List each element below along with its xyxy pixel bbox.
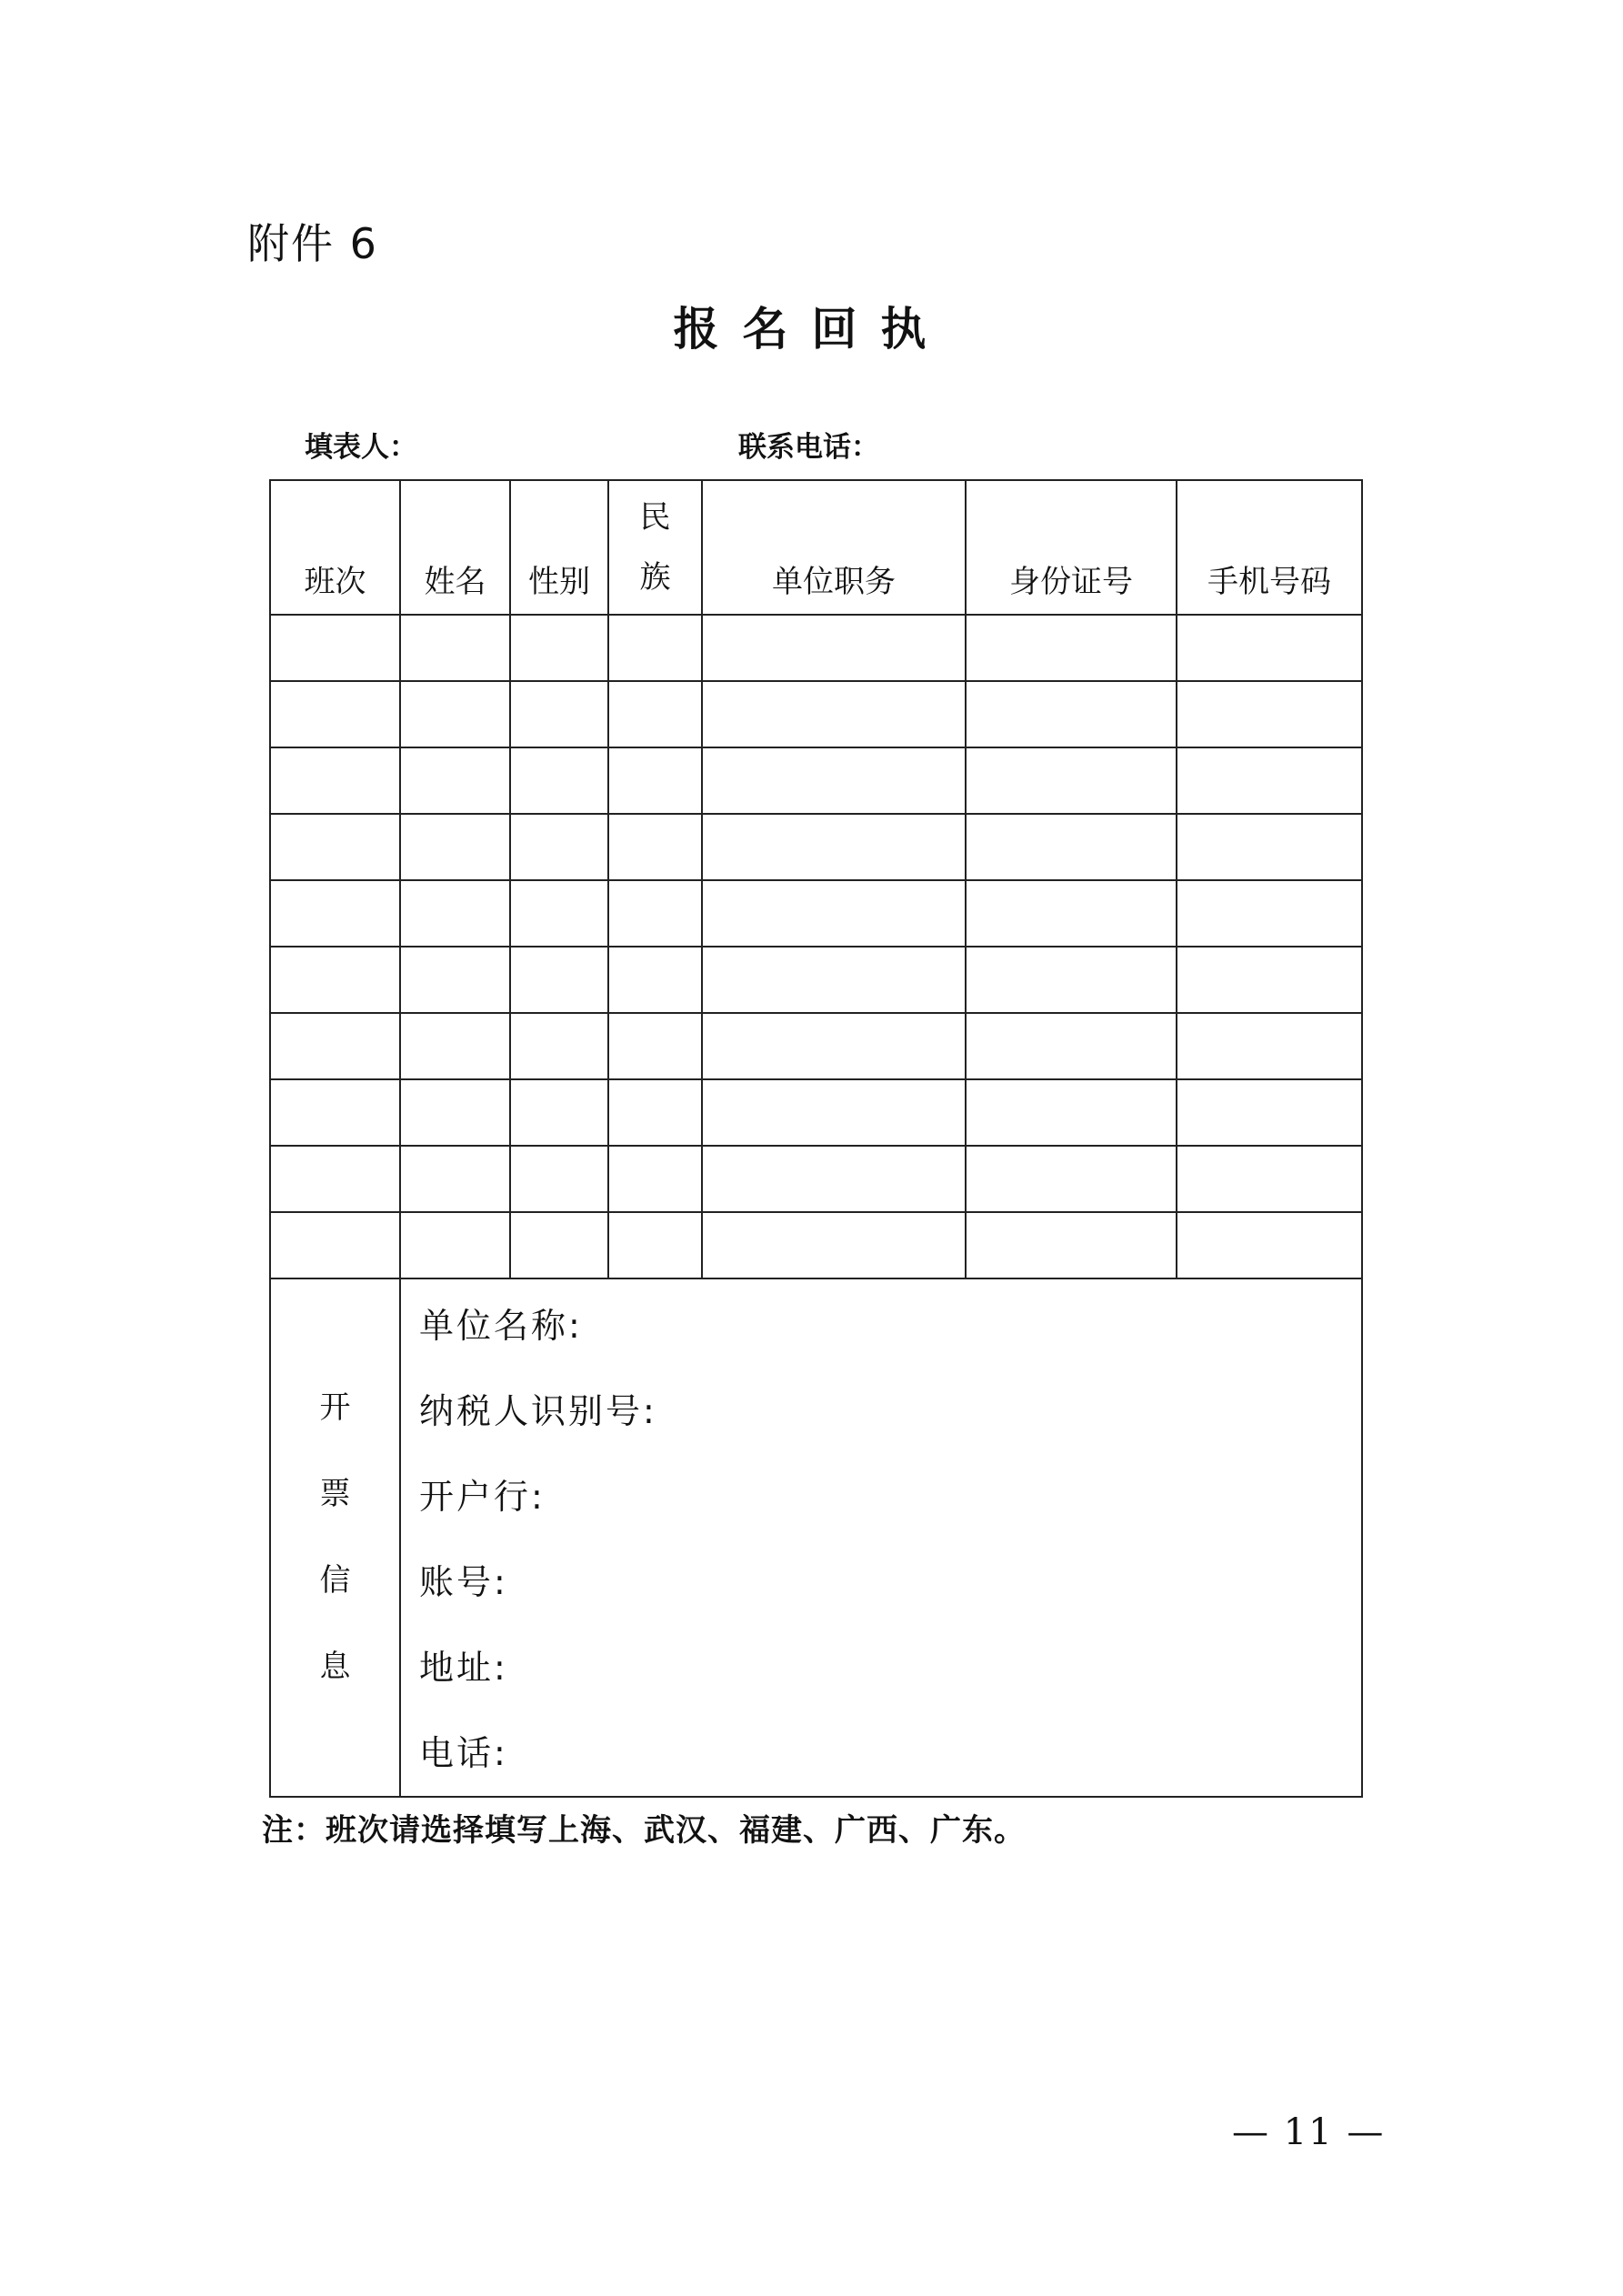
table-cell[interactable] bbox=[400, 747, 510, 814]
invoice-address-label: 地址: bbox=[419, 1648, 508, 1688]
table-header-row bbox=[270, 480, 1362, 615]
table-cell[interactable] bbox=[270, 880, 400, 947]
table-cell[interactable] bbox=[702, 681, 966, 747]
table-cell[interactable] bbox=[608, 1079, 702, 1146]
table-row bbox=[270, 747, 1362, 814]
table-cell[interactable] bbox=[966, 747, 1177, 814]
table-cell[interactable] bbox=[702, 1146, 966, 1212]
invoice-heading-char: 票 bbox=[319, 1476, 351, 1512]
table-cell[interactable] bbox=[966, 681, 1177, 747]
table-cell[interactable] bbox=[702, 747, 966, 814]
table-cell[interactable] bbox=[400, 1079, 510, 1146]
table-cell[interactable] bbox=[608, 1146, 702, 1212]
table-cell[interactable] bbox=[966, 947, 1177, 1013]
table-cell[interactable] bbox=[702, 947, 966, 1013]
table-cell[interactable] bbox=[966, 615, 1177, 681]
registration-table bbox=[269, 479, 1363, 1798]
attachment-label: 附件 6 bbox=[247, 219, 378, 268]
table-cell[interactable] bbox=[1177, 681, 1362, 747]
table-cell[interactable] bbox=[966, 1146, 1177, 1212]
table-cell[interactable] bbox=[270, 615, 400, 681]
table-cell[interactable] bbox=[608, 814, 702, 880]
column-header-position: 单位职务 bbox=[702, 480, 966, 615]
table-cell[interactable] bbox=[400, 1013, 510, 1079]
invoice-account-label: 账号: bbox=[419, 1562, 508, 1602]
table-cell[interactable] bbox=[510, 880, 608, 947]
table-cell[interactable] bbox=[400, 1212, 510, 1278]
table-row bbox=[270, 1079, 1362, 1146]
table-cell[interactable] bbox=[966, 1079, 1177, 1146]
table-cell[interactable] bbox=[510, 814, 608, 880]
invoice-phone-label: 电话: bbox=[419, 1733, 508, 1773]
table-cell[interactable] bbox=[1177, 747, 1362, 814]
table-cell[interactable] bbox=[608, 1212, 702, 1278]
table-row bbox=[270, 681, 1362, 747]
table-cell[interactable] bbox=[400, 814, 510, 880]
invoice-company-name-label: 单位名称: bbox=[419, 1306, 583, 1346]
table-cell[interactable] bbox=[1177, 947, 1362, 1013]
table-cell[interactable] bbox=[400, 681, 510, 747]
table-row bbox=[270, 1212, 1362, 1278]
table-row bbox=[270, 615, 1362, 681]
table-cell[interactable] bbox=[608, 1013, 702, 1079]
table-cell[interactable] bbox=[400, 947, 510, 1013]
table-cell[interactable] bbox=[702, 880, 966, 947]
table-row bbox=[270, 880, 1362, 947]
table-cell[interactable] bbox=[966, 1013, 1177, 1079]
table-cell[interactable] bbox=[966, 1212, 1177, 1278]
table-cell[interactable] bbox=[702, 1079, 966, 1146]
table-cell[interactable] bbox=[270, 947, 400, 1013]
column-header-id-number: 身份证号 bbox=[966, 480, 1177, 615]
filler-label: 填表人： bbox=[305, 431, 417, 464]
column-header-mobile: 手机号码 bbox=[1177, 480, 1362, 615]
table-cell[interactable] bbox=[270, 1079, 400, 1146]
column-header-ethnicity-line-1: 民 bbox=[639, 499, 671, 536]
table-cell[interactable] bbox=[608, 681, 702, 747]
column-header-ethnicity bbox=[608, 480, 702, 615]
table-cell[interactable] bbox=[702, 1212, 966, 1278]
table-body bbox=[270, 615, 1362, 1278]
table-cell[interactable] bbox=[1177, 1079, 1362, 1146]
table-cell[interactable] bbox=[608, 747, 702, 814]
table-row bbox=[270, 947, 1362, 1013]
table-cell[interactable] bbox=[270, 1212, 400, 1278]
table-cell[interactable] bbox=[270, 681, 400, 747]
table-cell[interactable] bbox=[510, 1079, 608, 1146]
table-cell[interactable] bbox=[270, 747, 400, 814]
column-header-ethnicity-line-2: 族 bbox=[639, 559, 671, 596]
invoice-info-heading bbox=[270, 1278, 400, 1797]
table-cell[interactable] bbox=[1177, 615, 1362, 681]
table-cell[interactable] bbox=[1177, 814, 1362, 880]
invoice-heading-char: 信 bbox=[319, 1562, 351, 1599]
table-cell[interactable] bbox=[400, 1146, 510, 1212]
table-cell[interactable] bbox=[1177, 880, 1362, 947]
page-number: — 11 — bbox=[1232, 2111, 1386, 2153]
table-cell[interactable] bbox=[702, 814, 966, 880]
contact-phone-label: 联系电话： bbox=[738, 431, 879, 464]
page-title: 报名回执 bbox=[673, 302, 950, 356]
table-cell[interactable] bbox=[966, 814, 1177, 880]
invoice-fields-cell[interactable] bbox=[400, 1278, 1362, 1797]
table-cell[interactable] bbox=[510, 681, 608, 747]
table-cell[interactable] bbox=[510, 947, 608, 1013]
table-cell[interactable] bbox=[1177, 1013, 1362, 1079]
table-cell[interactable] bbox=[400, 880, 510, 947]
table-cell[interactable] bbox=[608, 947, 702, 1013]
table-row bbox=[270, 1146, 1362, 1212]
column-header-name: 姓名 bbox=[400, 480, 510, 615]
table-cell[interactable] bbox=[702, 615, 966, 681]
table-cell[interactable] bbox=[510, 615, 608, 681]
table-cell[interactable] bbox=[608, 615, 702, 681]
table-cell[interactable] bbox=[966, 880, 1177, 947]
table-cell[interactable] bbox=[510, 1146, 608, 1212]
table-row bbox=[270, 814, 1362, 880]
invoice-heading-char: 开 bbox=[319, 1389, 351, 1426]
table-cell[interactable] bbox=[510, 747, 608, 814]
column-header-gender: 性别 bbox=[510, 480, 608, 615]
invoice-bank-label: 开户行: bbox=[419, 1477, 546, 1517]
invoice-heading-char: 息 bbox=[319, 1649, 351, 1685]
footnote: 注：班次请选择填写上海、武汉、福建、广西、广东。 bbox=[262, 1812, 1026, 1849]
table-cell[interactable] bbox=[608, 880, 702, 947]
column-header-class: 班次 bbox=[270, 480, 400, 615]
table-cell[interactable] bbox=[510, 1212, 608, 1278]
table-cell[interactable] bbox=[1177, 1212, 1362, 1278]
table-cell[interactable] bbox=[510, 1013, 608, 1079]
table-cell[interactable] bbox=[702, 1013, 966, 1079]
table-cell[interactable] bbox=[1177, 1146, 1362, 1212]
invoice-row bbox=[270, 1278, 1362, 1797]
table-cell[interactable] bbox=[270, 1013, 400, 1079]
table-cell[interactable] bbox=[400, 615, 510, 681]
table-cell[interactable] bbox=[270, 814, 400, 880]
table-cell[interactable] bbox=[270, 1146, 400, 1212]
invoice-taxpayer-id-label: 纳税人识别号: bbox=[419, 1391, 657, 1431]
table-row bbox=[270, 1013, 1362, 1079]
